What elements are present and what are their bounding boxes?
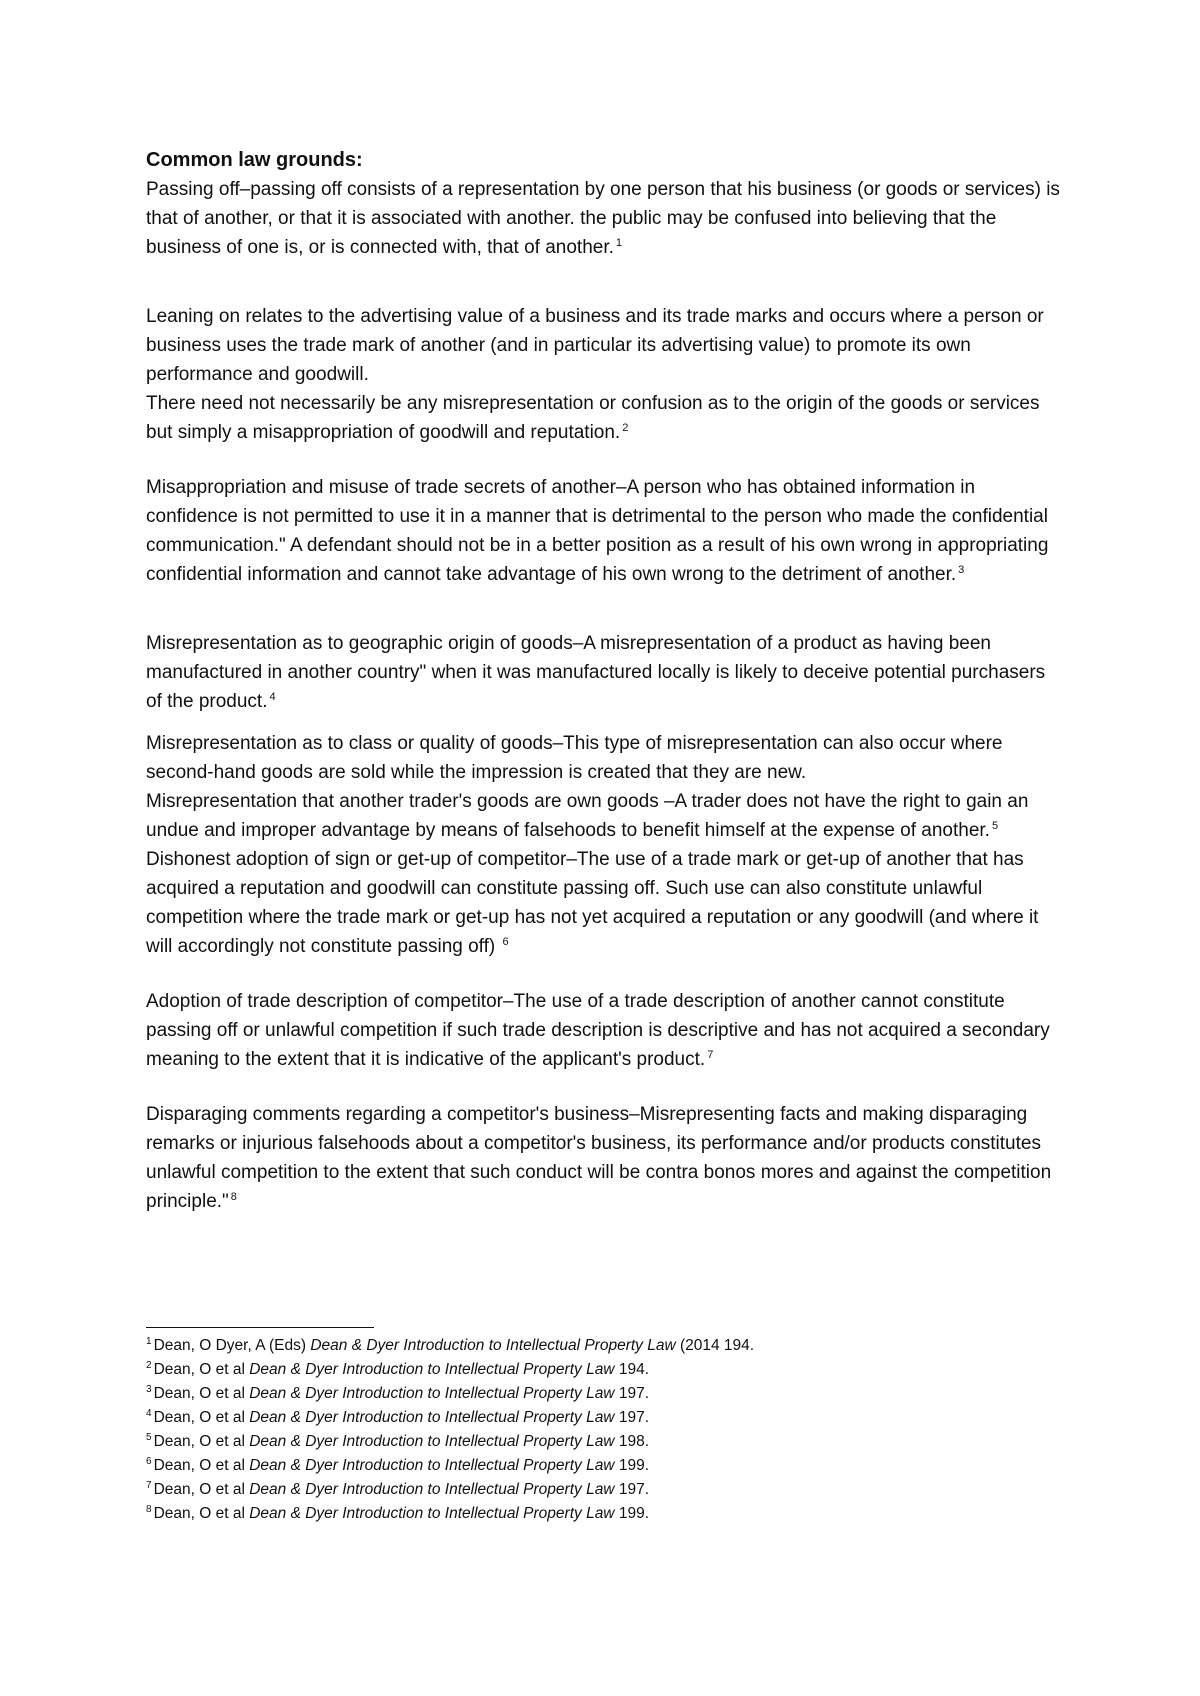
paragraph-leaning-on xyxy=(146,302,1066,389)
footnote-number: 3 xyxy=(146,1383,152,1395)
footnote-item xyxy=(146,1430,1066,1454)
paragraph-text: Dishonest adoption of sign or get-up of competitor–The use of a trade mark or get-up of another that has acquired a reputation and goodwill can constitute passing off. Such use can also constitute unlawful competition where the trade mark or get-up has not yet acquired a reputation or any goodwill (and where it will accordingly not constitute passing off) xyxy=(146,849,1039,957)
footnote-item xyxy=(146,1406,1066,1430)
footnote-number: 7 xyxy=(146,1479,152,1491)
paragraph-text: Misrepresentation as to class or quality of goods–This type of misrepresentation can also occur where second-hand goods are sold while the impression is created that they are new. xyxy=(146,733,1003,783)
footnote-item xyxy=(146,1502,1066,1526)
footnote-author: Dean, O et al xyxy=(153,1457,245,1474)
footnote-reference[interactable]: 8 xyxy=(230,1190,237,1203)
section-heading: Common law grounds: xyxy=(146,149,363,171)
footnote-number: 2 xyxy=(146,1359,152,1371)
footnote-number: 4 xyxy=(146,1407,152,1419)
footnote-author: Dean, O et al xyxy=(153,1481,245,1498)
paragraph-text: Leaning on relates to the advertising value of a business and its trade marks and occurs where a person or business uses the trade mark of another (and in particular its advertising value) to promote its own performance and goodwill. xyxy=(146,306,1044,385)
footnote-page: 194. xyxy=(618,1361,649,1378)
footnote-reference[interactable]: 3 xyxy=(958,563,965,576)
paragraph-class-quality xyxy=(146,729,1066,787)
footnote-item xyxy=(146,1358,1066,1382)
paragraph-get-up xyxy=(146,845,1066,961)
footnote-reference[interactable]: 2 xyxy=(622,421,629,434)
footnote-page: 197. xyxy=(618,1385,649,1402)
footnote-author: Dean, O et al xyxy=(153,1385,245,1402)
footnote-work-title: Dean & Dyer Introduction to Intellectual Property Law xyxy=(249,1409,615,1426)
footnote-author: Dean, O et al xyxy=(153,1433,245,1450)
footnote-reference[interactable]: 5 xyxy=(991,819,999,832)
footnote-work-title: Dean & Dyer Introduction to Intellectual Property Law xyxy=(249,1505,615,1522)
footnote-page: 197. xyxy=(618,1481,649,1498)
paragraph-trade-description xyxy=(146,987,1066,1074)
paragraph-text: Disparaging comments regarding a competitor's business–Misrepresenting facts and making disparaging remarks or injurious falsehoods about a competitor's business, its performance and/or products constitutes unlawful competition to the extent that such conduct will be contra bonos mores and against the competition principle." xyxy=(146,1104,1052,1212)
footnote-number: 6 xyxy=(146,1455,152,1467)
footnote-page: 198. xyxy=(618,1433,649,1450)
paragraph-text: Misrepresentation that another trader's goods are own goods –A trader does not have the right to gain an undue and improper advantage by means of falsehoods to benefit himself at the expense of another. xyxy=(146,791,1029,841)
paragraph-trade-secrets xyxy=(146,473,1066,589)
footnote-work-title: Dean & Dyer Introduction to Intellectual Property Law xyxy=(249,1361,615,1378)
footnote-reference[interactable]: 7 xyxy=(707,1048,714,1061)
footnote-author: Dean, O et al xyxy=(153,1409,245,1426)
paragraph-passing-off xyxy=(146,175,1066,262)
paragraph-own-goods xyxy=(146,787,1066,845)
footnote-number: 1 xyxy=(146,1335,152,1347)
footnote-reference[interactable]: 4 xyxy=(269,690,276,703)
footnote-reference[interactable]: 6 xyxy=(502,935,509,948)
footnote-number: 5 xyxy=(146,1431,152,1443)
paragraph-text: Misappropriation and misuse of trade secrets of another–A person who has obtained information in confidence is not permitted to use it in a manner that is detrimental to the person who made the confidential communication." A defendant should not be in a better position as a result of his own wrong in appropriating confidential information and cannot take advantage of his own wrong to the detriment of another. xyxy=(146,477,1049,585)
footnote-work-title: Dean & Dyer Introduction to Intellectual Property Law xyxy=(310,1337,676,1354)
paragraph-misappropriation-goodwill xyxy=(146,389,1066,447)
paragraph-text: Misrepresentation as to geographic origin of goods–A misrepresentation of a product as having been manufactured in another country" when it was manufactured locally is likely to deceive potential purchasers of the product. xyxy=(146,633,1046,712)
footnote-page: 199. xyxy=(618,1505,649,1522)
footnote-work-title: Dean & Dyer Introduction to Intellectual Property Law xyxy=(249,1457,615,1474)
paragraph-text: There need not necessarily be any misrepresentation or confusion as to the origin of the goods or services but simply a misappropriation of goodwill and reputation. xyxy=(146,393,1040,443)
footnote-page: 197. xyxy=(618,1409,649,1426)
footnote-author: Dean, O et al xyxy=(153,1505,245,1522)
paragraph-text: Passing off–passing off consists of a representation by one person that his business (or goods or services) is that of another, or that it is associated with another. the public may be confused into believing that the business of one is, or is connected with, that of another. xyxy=(146,179,1060,258)
footnote-author: Dean, O Dyer, A (Eds) xyxy=(153,1337,307,1354)
footnotes-section xyxy=(146,1334,1066,1526)
footnote-work-title: Dean & Dyer Introduction to Intellectual Property Law xyxy=(249,1481,615,1498)
footnote-page: (2014 194. xyxy=(679,1337,755,1354)
footnote-item xyxy=(146,1334,1066,1358)
footnote-work-title: Dean & Dyer Introduction to Intellectual Property Law xyxy=(249,1385,615,1402)
footnote-item xyxy=(146,1382,1066,1406)
document-body xyxy=(146,146,1066,1216)
footnote-item xyxy=(146,1478,1066,1502)
paragraph-disparaging xyxy=(146,1100,1066,1216)
paragraph-text: Adoption of trade description of competitor–The use of a trade description of another cannot constitute passing off or unlawful competition if such trade description is descriptive and has not acquired a secondary meaning to the extent that it is indicative of the applicant's product. xyxy=(146,991,1050,1070)
paragraph-geographic-origin xyxy=(146,629,1066,716)
footnote-number: 8 xyxy=(146,1503,152,1515)
footnote-author: Dean, O et al xyxy=(153,1361,245,1378)
footnote-separator xyxy=(146,1327,374,1328)
footnote-item xyxy=(146,1454,1066,1478)
footnote-page: 199. xyxy=(618,1457,649,1474)
footnote-work-title: Dean & Dyer Introduction to Intellectual Property Law xyxy=(249,1433,615,1450)
footnote-reference[interactable]: 1 xyxy=(615,236,623,249)
